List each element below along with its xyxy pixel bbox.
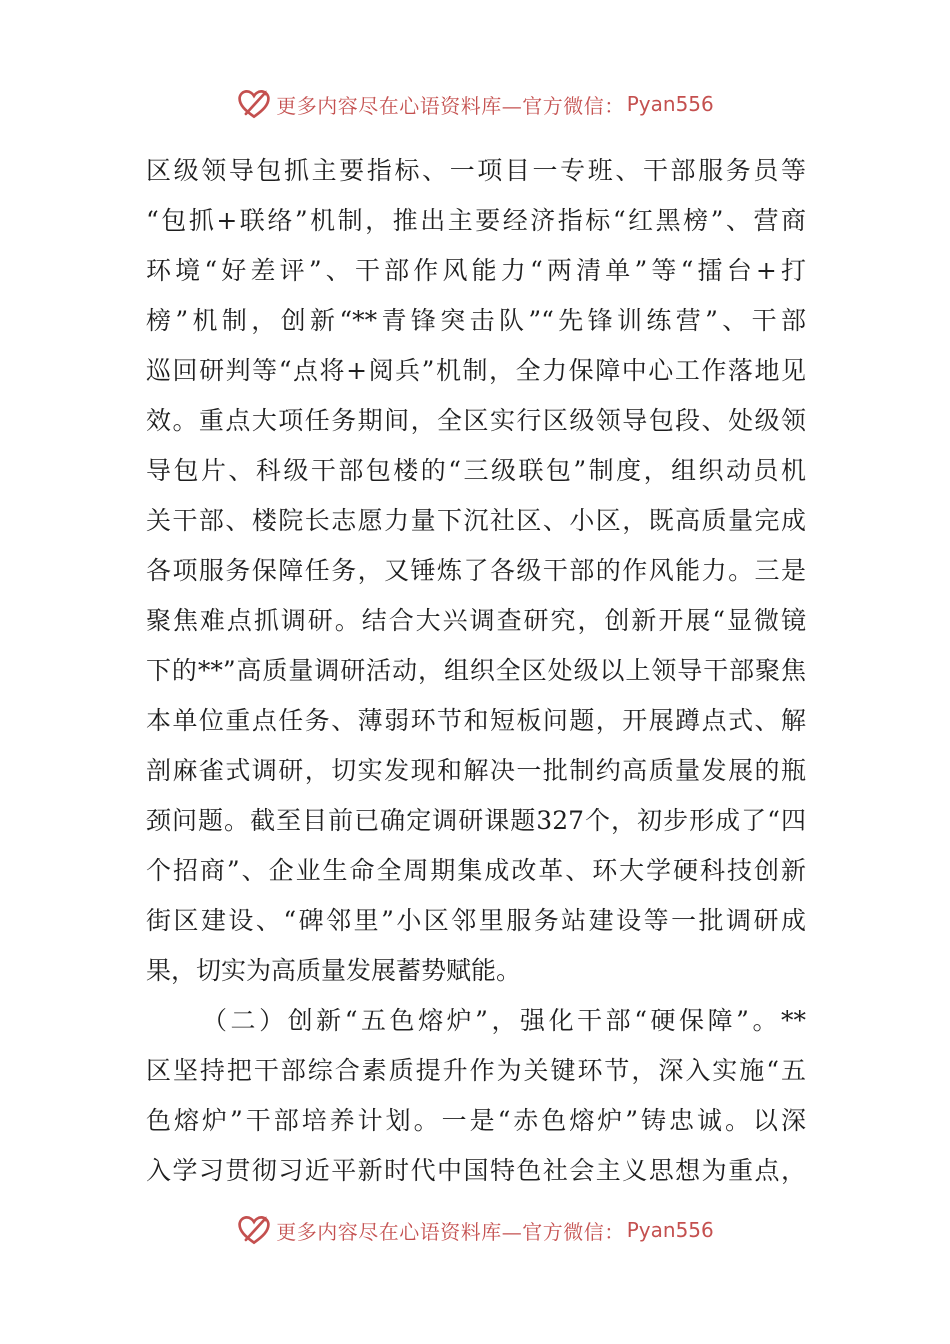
document-body	[146, 146, 806, 1196]
text-line: 环境“好差评”、干部作风能力“两清单”等“擂台+打	[146, 256, 806, 285]
heart-pen-logo-icon	[236, 86, 272, 122]
text-line: 区级领导包抓主要指标、一项目一专班、干部服务员等	[146, 156, 806, 185]
text-line: 区坚持把干部综合素质提升作为关键环节，深入实施“五	[146, 1056, 806, 1085]
watermark-text: 更多内容尽在心语资料库—官方微信：	[276, 93, 625, 118]
text-line: 街区建设、“碑邻里”小区邻里服务站建设等一批调研成	[146, 906, 806, 935]
watermark-bottom	[0, 1208, 950, 1252]
text-line: （二）创新“五色熔炉”，强化干部“硬保障”。**	[202, 1006, 806, 1035]
text-line: “包抓+联络”机制，推出主要经济指标“红黑榜”、营商	[146, 206, 806, 235]
text-line: 榜”机制，创新“**青锋突击队”“先锋训练营”、干部	[146, 306, 806, 335]
paragraph	[146, 146, 806, 996]
text-line: 聚焦难点抓调研。结合大兴调查研究，创新开展“显微镜	[146, 606, 806, 635]
text-line: 色熔炉”干部培养计划。一是“赤色熔炉”铸忠诚。以深	[146, 1106, 806, 1135]
paragraph	[146, 996, 806, 1196]
text-line: 导包片、科级干部包楼的“三级联包”制度，组织动员机	[146, 456, 806, 485]
text-line: 下的**”高质量调研活动，组织全区处级以上领导干部聚焦	[146, 656, 806, 685]
text-line: 关干部、楼院长志愿力量下沉社区、小区，既高质量完成	[146, 506, 806, 535]
watermark-text: 更多内容尽在心语资料库—官方微信：	[276, 1219, 625, 1244]
text-line: 巡回研判等“点将+阅兵”机制，全力保障中心工作落地见	[146, 356, 806, 385]
text-line: 效。重点大项任务期间，全区实行区级领导包段、处级领	[146, 406, 806, 435]
text-line: 颈问题。截至目前已确定调研课题327个，初步形成了“四	[146, 806, 806, 835]
text-line: 个招商”、企业生命全周期集成改革、环大学硬科技创新	[146, 856, 806, 885]
text-line: 各项服务保障任务，又锤炼了各级干部的作风能力。三是	[146, 556, 806, 585]
text-line: 剖麻雀式调研，切实发现和解决一批制约高质量发展的瓶	[146, 756, 806, 785]
text-line: 果，切实为高质量发展蓄势赋能。	[146, 956, 522, 985]
watermark-wechat-id: Pyan556	[626, 92, 714, 116]
text-line: 入学习贯彻习近平新时代中国特色社会主义思想为重点，	[146, 1156, 806, 1185]
heart-pen-logo-icon	[236, 1212, 272, 1248]
watermark-top	[0, 82, 950, 126]
text-line: 本单位重点任务、薄弱环节和短板问题，开展蹲点式、解	[146, 706, 806, 735]
watermark-wechat-id: Pyan556	[626, 1218, 714, 1242]
